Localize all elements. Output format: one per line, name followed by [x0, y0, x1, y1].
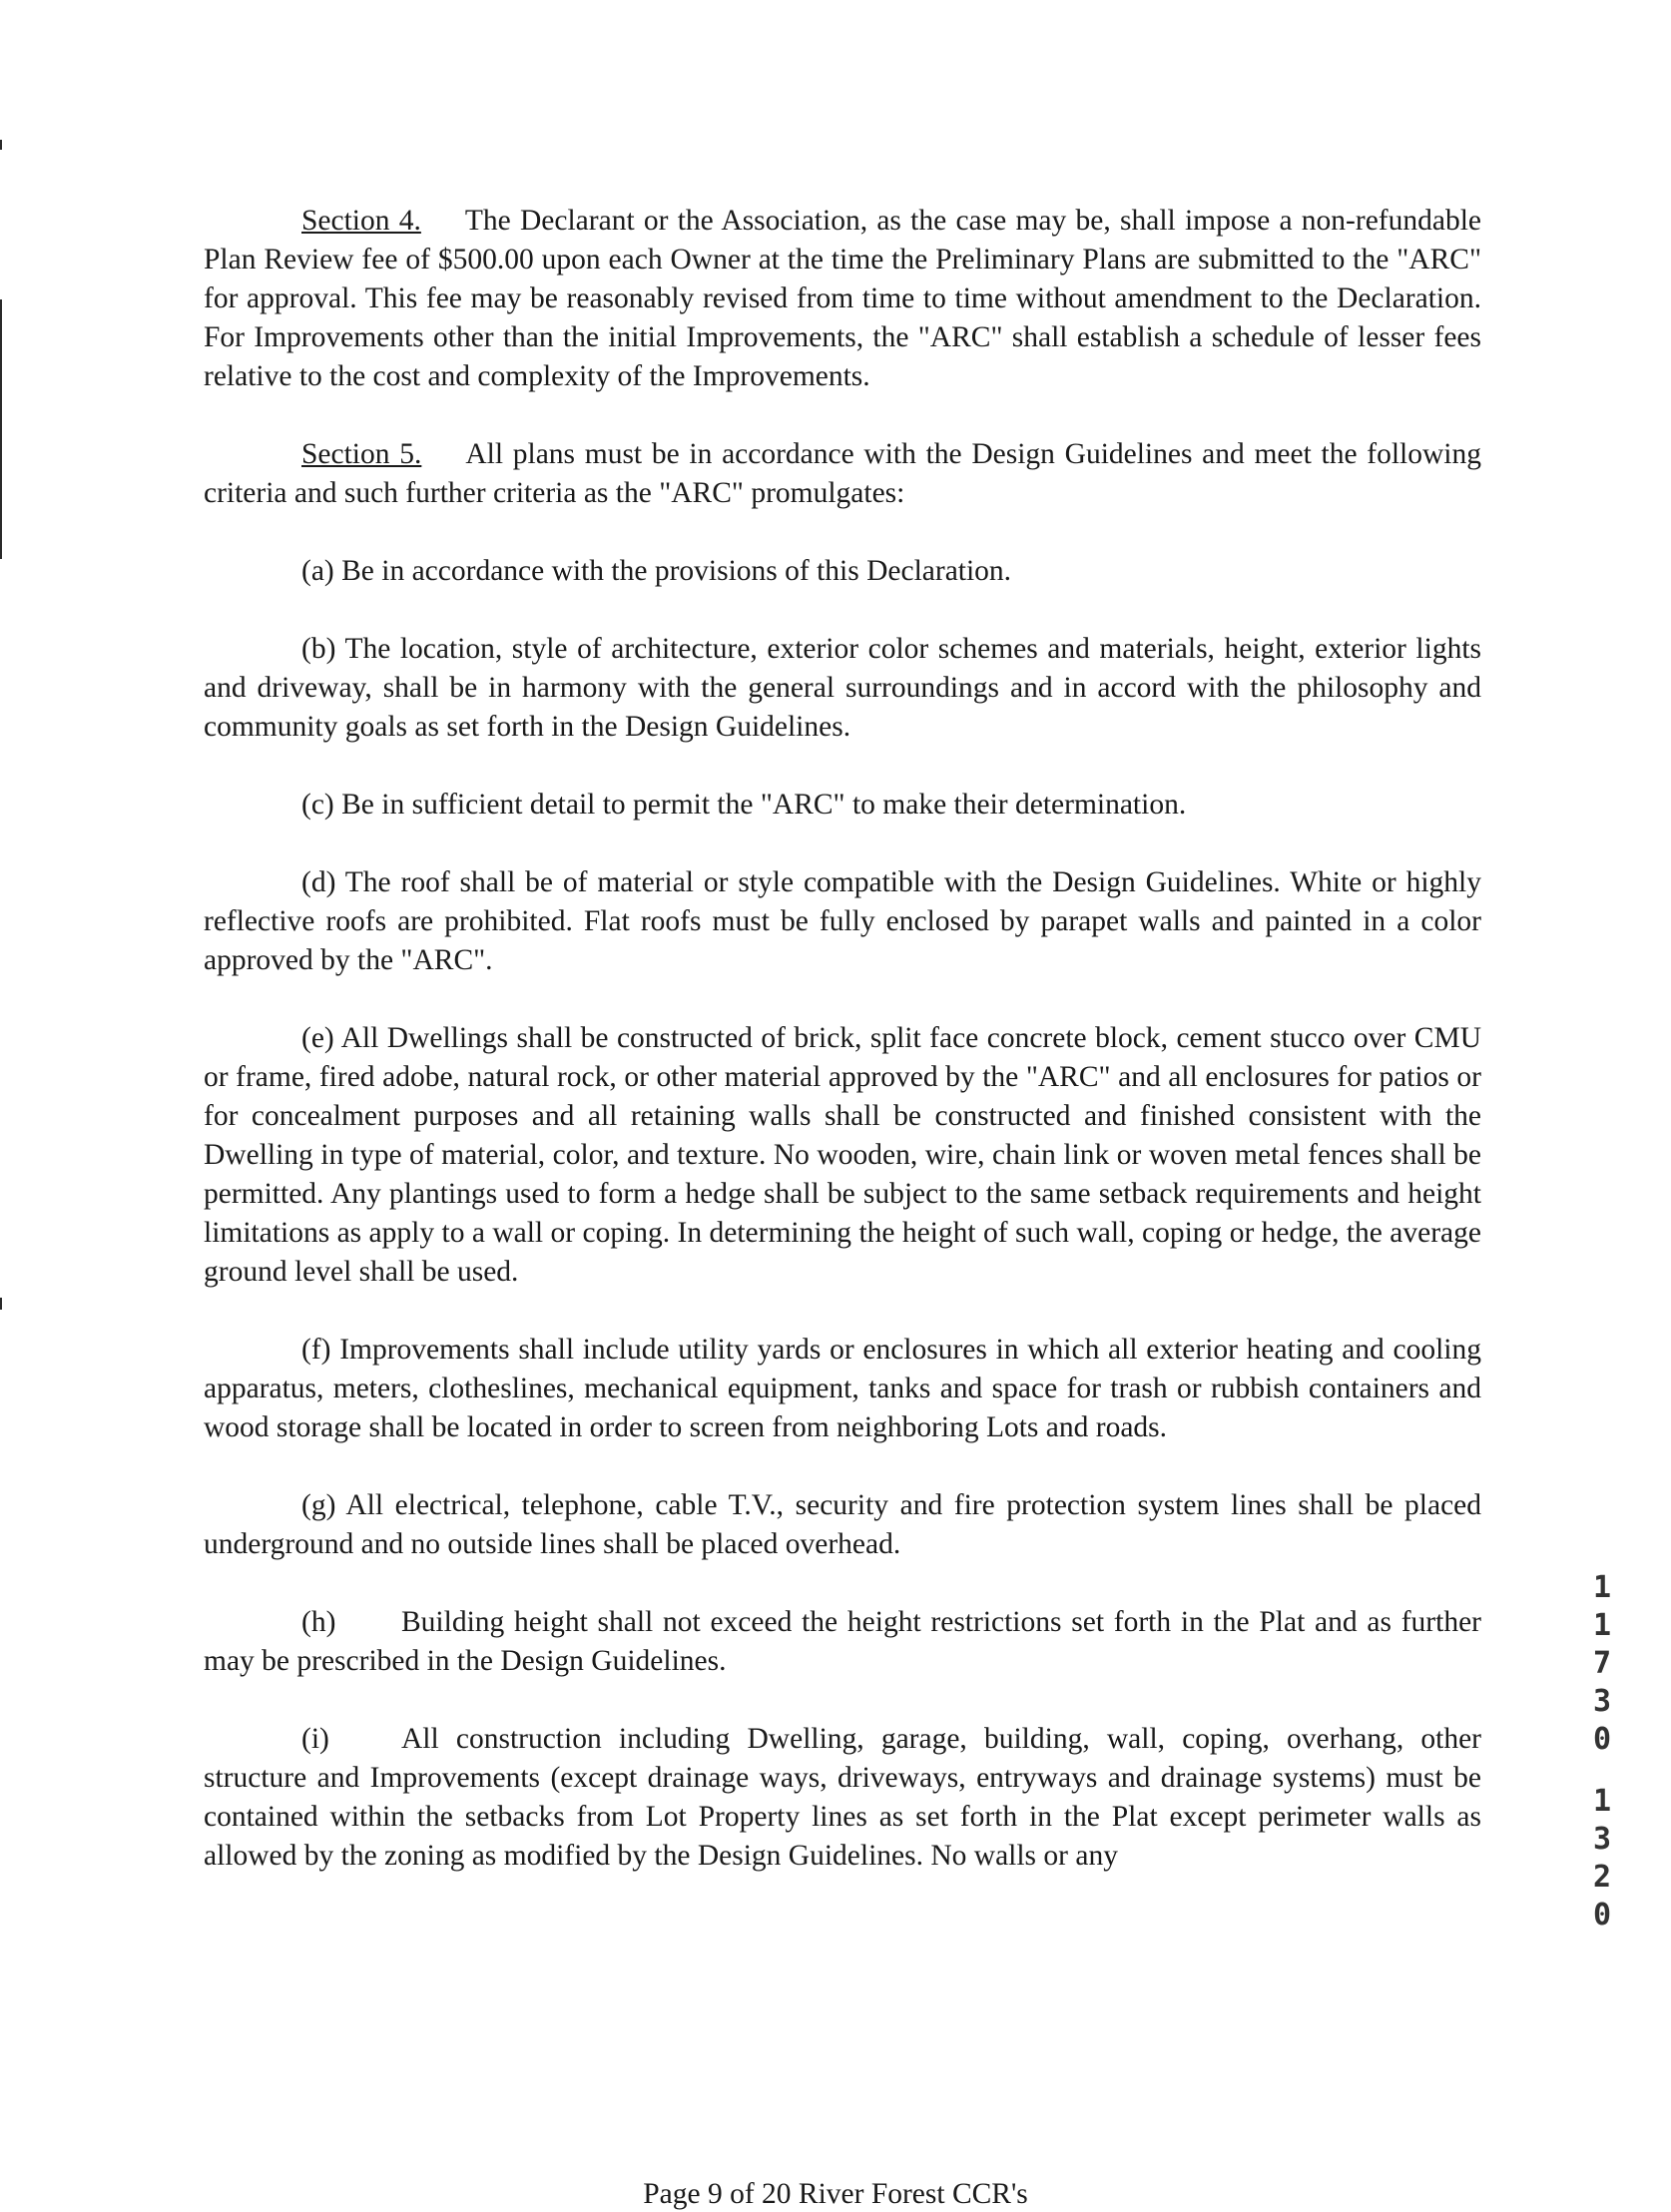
- stamp-digit: 1: [1592, 1784, 1612, 1819]
- stamp-digit: 1: [1592, 1570, 1612, 1605]
- item-f-text: Improvements shall include utility yards or enclosures in which all exterior heating and cooling apparatus, meters, clotheslines, mechanical equipment, tanks and space for trash or rubbish containers and wood storage shall be located in order to screen from neighboring Lots and roads.: [204, 1334, 1482, 1443]
- item-e-label: (e): [301, 1022, 334, 1054]
- scan-edge-mark: [0, 140, 2, 150]
- item-e-text: All Dwellings shall be constructed of brick, split face concrete block, cement stucco over CMU or frame, fired adobe, natural rock, or other material approved by the "ARC" and all enclosures for patios or for concealment purposes and all retaining walls shall be constructed and finished consistent with the Dwelling in type of material, color, and texture. No wooden, wire, chain link or woven metal fences shall be permitted. Any plantings used to form a hedge shall be subject to the same setback requirements and height limitations as apply to a wall or coping. In determining the height of such wall, coping or hedge, the average ground level shall be used.: [204, 1022, 1481, 1288]
- stamp-digit: 7: [1592, 1646, 1612, 1681]
- item-b-text: The location, style of architecture, exterior color schemes and materials, height, exterior lights and driveway, shall be in harmony with the general surroundings and in accord with the philosophy and community goals as set forth in the Design Guidelines.: [204, 633, 1482, 743]
- stamp-digit: 0: [1592, 1898, 1612, 1933]
- item-h-text: Building height shall not exceed the height restrictions set forth in the Plat and as further may be prescribed in the Design Guidelines.: [204, 1606, 1481, 1677]
- scan-edge-mark: [0, 1298, 2, 1310]
- item-d-paragraph: [204, 863, 1481, 980]
- item-f-paragraph: [204, 1331, 1481, 1447]
- item-g-label: (g): [301, 1489, 336, 1521]
- item-b-label: (b): [301, 633, 336, 665]
- item-c-label: (c): [301, 789, 334, 821]
- item-b-paragraph: [204, 630, 1481, 747]
- item-i-label: (i): [301, 1723, 329, 1755]
- stamp-digit: 3: [1592, 1684, 1612, 1719]
- section-4-label: Section 4.: [301, 205, 421, 237]
- section-5-label: Section 5.: [301, 438, 422, 470]
- item-a-text: Be in accordance with the provisions of this Declaration.: [341, 555, 1012, 587]
- section-5-text: All plans must be in accordance with the Design Guidelines and meet the following criteria and such further criteria as the "ARC" promulgates:: [204, 438, 1481, 509]
- item-h-label: (h): [301, 1606, 336, 1638]
- item-i-text: All construction including Dwelling, garage, building, wall, coping, overhang, other structure and Improvements (except drainage ways, driveways, entryways and drainage systems) must be contained within the setbacks from Lot Property lines as set forth in the Plat except perimeter walls as allowed by the zoning as modified by the Design Guidelines. No walls or any: [204, 1723, 1481, 1872]
- section-5-paragraph: [204, 435, 1481, 513]
- stamp-digit: 2: [1592, 1860, 1612, 1895]
- section-4-text: The Declarant or the Association, as the case may be, shall impose a non-refundable Plan Review fee of $500.00 upon each Owner at the time the Preliminary Plans are submitted to the "ARC" for approval. This fee may be reasonably revised from time to time without amendment to the Declaration. For Improvements other than the initial Improvements, the "ARC" shall establish a schedule of lesser fees relative to the cost and complexity of the Improvements.: [204, 205, 1481, 392]
- section-4-paragraph: [204, 202, 1481, 396]
- recording-stamp-group-1: [1585, 1569, 1619, 1759]
- item-i-paragraph: [204, 1720, 1481, 1876]
- stamp-digit: 1: [1592, 1608, 1612, 1643]
- item-c-paragraph: [204, 786, 1481, 825]
- item-d-label: (d): [301, 866, 336, 898]
- item-a-paragraph: [204, 552, 1481, 591]
- stamp-digit: 0: [1592, 1722, 1612, 1757]
- item-e-paragraph: [204, 1019, 1481, 1292]
- item-c-text: Be in sufficient detail to permit the "ARC" to make their determination.: [341, 789, 1187, 821]
- item-h-paragraph: [204, 1603, 1481, 1681]
- item-d-text: The roof shall be of material or style compatible with the Design Guidelines. White or highly reflective roofs are prohibited. Flat roofs must be fully enclosed by parapet walls and painted in a color approved by the "ARC".: [204, 866, 1481, 976]
- item-a-label: (a): [301, 555, 334, 587]
- item-f-label: (f): [301, 1334, 331, 1366]
- page-footer: Page 9 of 20 River Forest CCR's: [643, 2178, 1028, 2210]
- scan-edge-mark: [0, 299, 2, 559]
- recording-stamp-group-2: [1585, 1783, 1619, 1935]
- item-g-text: All electrical, telephone, cable T.V., security and fire protection system lines shall be placed underground and no outside lines shall be placed overhead.: [204, 1489, 1482, 1560]
- item-g-paragraph: [204, 1486, 1481, 1564]
- stamp-digit: 3: [1592, 1822, 1612, 1857]
